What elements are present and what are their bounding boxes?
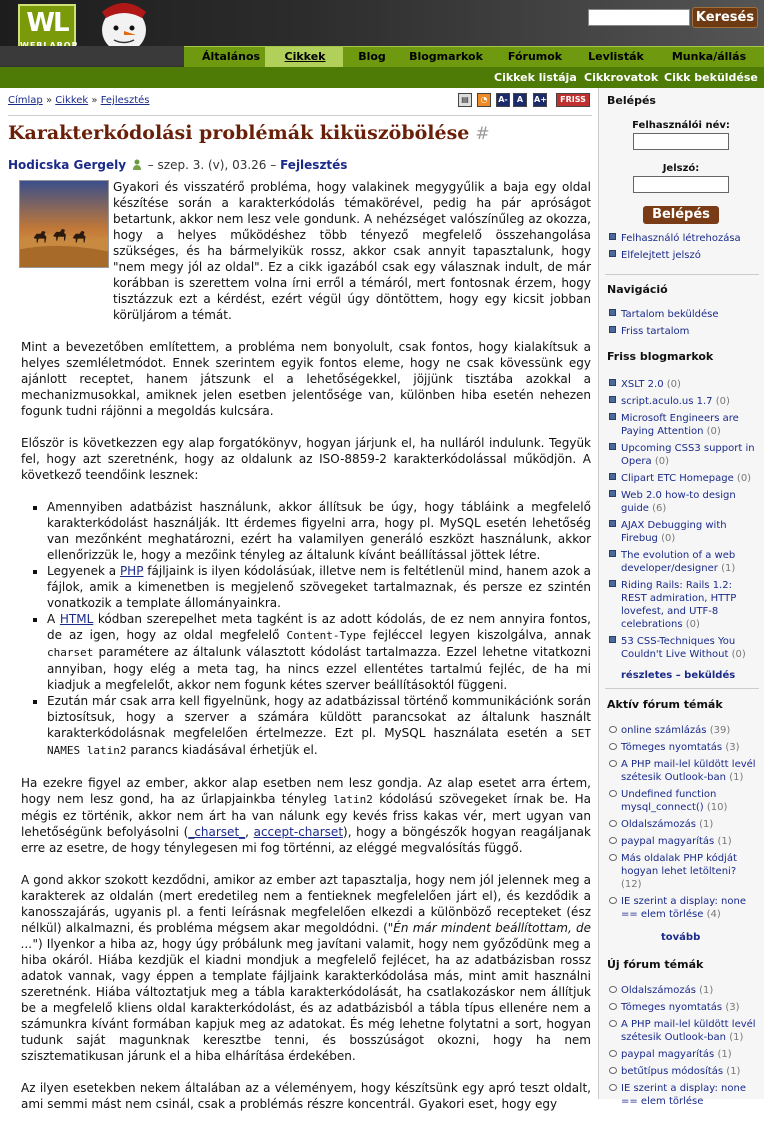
list-item[interactable] [609, 984, 759, 997]
author-link[interactable]: Hodicska Gergely [8, 158, 127, 172]
list-item-count: (0) [736, 473, 752, 484]
font-normal-button[interactable]: A [513, 93, 527, 107]
login-links [609, 232, 759, 266]
list-item[interactable] [609, 489, 759, 515]
list-item[interactable] [609, 788, 759, 814]
list-item[interactable] [609, 378, 759, 391]
bullet-icon [609, 580, 616, 587]
list-item-link[interactable]: AJAX Debugging with Firebug [621, 520, 727, 544]
list-item[interactable] [609, 472, 759, 485]
para-sep: , [245, 825, 249, 839]
list-item[interactable] [609, 1065, 759, 1078]
nav-item-blogmarkok[interactable]: Blogmarkok [409, 50, 483, 63]
bullet-icon [609, 550, 616, 557]
list-item-link[interactable]: Tömeges nyomtatás [621, 1002, 723, 1013]
breadcrumb-sep: » [91, 95, 98, 106]
list-item-count: (1) [721, 563, 736, 574]
list-item[interactable] [609, 442, 759, 468]
list-item-count: (39) [709, 725, 731, 736]
list-item[interactable] [609, 895, 759, 921]
list-item[interactable] [609, 1018, 759, 1044]
article-paragraph: Gyakori és visszatérő probléma, hogy valakinek megygyűlik a baja egy oldal készítése során a karakterkódolás témakörével, pedig ha pár apróságot betartunk, akkor nem lesz vele gondunk. A nehézséget valószínűleg az okozza, hogy a helyes működéshez több tényező megfelelő összehangolása szükséges, és ha bármelyikük rossz, akkor csak annyit tapasztalunk, hogy "nem megy jól az oldal". Ez a cikk igazából csak egy válasznak indult, de már korábban is szerettem volna írni erről a témáról, mert fontosnak érzem, hogy tisztázzuk ezt a kérdést, ezért végül úgy döntöttem, hogy egy kicsit jobban körüljárom a témát. [113, 180, 591, 322]
list-item-count: (0) [706, 426, 721, 437]
list-item-count: (1) [726, 1066, 741, 1077]
nav-links [609, 308, 759, 342]
new-forum-list [609, 984, 759, 1112]
list-text: A [47, 612, 56, 626]
list-text: Ezután már csak arra kell figyelnünk, hogy az adatbázissal történő kommunikációnk során biztosítsuk, hogy a szerver a számára küldött parancsokat az általunk használt karakterkódolásnak megfelelően értelmezze. Ezt pl. MySQL használata esetén a [47, 694, 591, 740]
bullet-icon [609, 233, 616, 240]
list-item-count: (0) [661, 533, 676, 544]
list-item[interactable] [609, 818, 759, 831]
list-text: fájljaink is ilyen kódolásúak, illetve nem is feltétlenül mind, hanem azok a fájlok, amik a kimenetben is megjelenő szövegeket tartalmaznak, és persze ez szintén vonatkozik a template állományainkra. [47, 564, 591, 610]
list-item[interactable] [609, 579, 759, 631]
speech-bubble-icon [609, 897, 617, 904]
list-item-count: (1) [717, 836, 732, 847]
bullet-icon [609, 520, 616, 527]
code-content-type: Content-Type [286, 629, 366, 642]
speech-bubble-icon [609, 743, 617, 750]
list-item[interactable] [609, 1082, 759, 1108]
password-field[interactable] [633, 176, 729, 193]
list-item[interactable] [609, 741, 759, 754]
article-paragraph [21, 872, 591, 1064]
list-item-link[interactable]: Web 2.0 how-to design guide [621, 490, 736, 514]
list-item-count: (1) [699, 985, 714, 996]
list-item-link[interactable]: script.aculo.us 1.7 [621, 396, 713, 407]
font-smaller-button[interactable]: A- [496, 93, 510, 107]
nav-item-levlistak[interactable]: Levlisták [588, 50, 644, 63]
nav-item-blog[interactable]: Blog [358, 50, 386, 63]
login-title: Belépés [607, 94, 656, 107]
list-item-count: (3) [725, 742, 740, 753]
list-text: fejléccel legyen kiszolgálva, annak [373, 628, 591, 642]
bullet-icon [609, 443, 616, 450]
category-link[interactable]: Fejlesztés [280, 158, 348, 172]
snowman-icon [84, 0, 164, 46]
speech-bubble-icon [609, 986, 617, 993]
list-item-count: (1) [729, 772, 744, 783]
speech-bubble-icon [609, 726, 617, 733]
user-icon [132, 159, 142, 170]
forgot-password-link[interactable]: Elfelejtett jelszó [621, 250, 701, 261]
article-title [8, 122, 490, 144]
speech-bubble-icon [609, 760, 617, 767]
speech-bubble-icon [609, 1020, 617, 1027]
speech-bubble-icon [609, 1084, 617, 1091]
list-item-count: (0) [715, 396, 730, 407]
list-item-link[interactable]: Upcoming CSS3 support in Opera [621, 443, 755, 467]
friss-button[interactable]: FRISS [556, 93, 590, 107]
bullet-icon [609, 309, 616, 316]
list-item-link[interactable]: paypal magyarítás [621, 836, 715, 847]
blogmarks-title: Friss blogmarkok [607, 350, 714, 363]
speech-bubble-icon [609, 1003, 617, 1010]
charset-link[interactable]: _charset_ [188, 825, 246, 839]
list-item-link[interactable]: Undefined function mysql_connect() [621, 789, 717, 813]
list-item-count: (0) [654, 456, 669, 467]
nav-item-forumok[interactable]: Fórumok [507, 50, 563, 63]
list-item[interactable] [609, 549, 759, 575]
bullet-icon [609, 490, 616, 497]
list-item-link[interactable]: Clipart ETC Homepage [621, 473, 734, 484]
code-set-names: SET NAMES latin2 [47, 727, 591, 757]
nav-item-cikkek[interactable]: Cikkek [284, 50, 326, 63]
breadcrumb-cikkek[interactable]: Cikkek [55, 95, 89, 106]
para-text: A gond akkor szokott kezdődni, amikor az ember azt tapasztalja, hogy nem jól jelennek meg a karakterek az oldalán (mert eredetileg nem a fentieknek megfelelően járt el), és kezdődik a kanosszajárás, ugyanis pl. a fenti leírásnak megfelelően elkezdi a különböző recepteket (ész nélkül) alkalmazni, és probléma mégsem akar megoldódni. ( [21, 873, 591, 935]
article-paragraph [21, 775, 591, 856]
list-item-link[interactable]: A PHP mail-lel küldött levél szétesik Outlook-ban [621, 1019, 756, 1043]
recent-content-link[interactable]: Friss tartalom [621, 326, 690, 337]
list-item-count: (4) [706, 909, 721, 920]
list-item[interactable] [609, 325, 759, 338]
para-text: Ha ezekre figyel az ember, akkor alap esetben nem lesz gondja. Az alap esetet arra értem, hogy nem lesz gond, ha az űrlapjainkba tényleg [21, 776, 591, 806]
sidebar [598, 88, 764, 1107]
list-item [47, 563, 591, 611]
forum-more-link[interactable]: tovább [661, 932, 701, 943]
accept-charset-link[interactable]: accept-charset [253, 825, 344, 839]
search-button[interactable]: Keresés [692, 7, 758, 28]
subnav-cikkrovatok[interactable]: Cikkrovatok [584, 71, 659, 84]
speech-bubble-icon [609, 1050, 617, 1057]
password-label: Jelszó: [662, 163, 700, 174]
forum-list [609, 724, 759, 925]
article-paragraph: Először is következzen egy alap forgatókönyv, hogyan járjunk el, ha nulláról indulunk. Tegyük fel, hogy azt szeretnénk, hogy az oldalunk az ISO-8859-2 karakterkódolással működjön. A következő teendőink lesznek: [21, 436, 591, 482]
list-item-link[interactable]: IE szerint a display: none == elem törlése [621, 896, 746, 920]
list-item: ▪ Amennyiben adatbázist használunk, akkor állítsuk be úgy, hogy tábláink a megfelelő karakterkódolást használják. Itt érdemes figyelni arra, hogy pl. MySQL esetén lehetőség van mezőnként meghatározni, ezért ha valamilyen generáló eszközt használunk, akkor ellenőrizzük le, hogy a mezőink tényleg az általunk kívánt beállítással jöttek létre. [47, 499, 591, 563]
php-link[interactable]: PHP [119, 564, 144, 578]
list-item [47, 693, 591, 759]
logo-mark: WL [26, 8, 68, 38]
bullet-icon [609, 636, 616, 643]
list-item-link[interactable]: betűtípus módosítás [621, 1066, 724, 1077]
submit-content-link[interactable]: Tartalom beküldése [621, 309, 719, 320]
list-item[interactable] [609, 724, 759, 737]
list-item-link[interactable]: online számlázás [621, 725, 707, 736]
speech-bubble-icon [609, 790, 617, 797]
speech-bubble-icon [609, 854, 617, 861]
list-item-link[interactable]: Oldalszámozás [621, 819, 696, 830]
font-larger-button[interactable]: A+ [533, 93, 547, 107]
list-item[interactable] [609, 635, 759, 661]
list-item-link[interactable]: paypal magyarítás [621, 1049, 715, 1060]
subnav-cikk-bekuldese[interactable]: Cikk beküldése [664, 71, 758, 84]
bullet-icon [609, 379, 616, 386]
list-item[interactable] [609, 758, 759, 784]
article-paragraph: Mint a bevezetőben említettem, a probléma nem bonyolult, csak fontos, hogy kialakítsuk a helyes szemléletmódot. Ennek szerintem egyik fontos eleme, hogy ne csak kövessünk egy ajánlott receptet, hanem játszunk el a lehetőségekkel, jöjjünk tisztába azokkal a mechanizmusokkal, amiknek jelen esetben jelentősége van, különben hiba esetén nehezen fogunk tudni rájönni a megoldás kulcsára. [21, 340, 591, 418]
list-item-link[interactable]: A PHP mail-lel küldött levél szétesik Outlook-ban [621, 759, 756, 783]
print-icon[interactable]: ▤ [458, 93, 472, 107]
list-item [47, 611, 591, 693]
login-button[interactable]: Belépés [643, 206, 719, 224]
list-item-count: (1) [729, 1032, 744, 1043]
divider [605, 274, 759, 275]
list-item-link[interactable]: Más oldalak PHP kódját hogyan lehet letölteni? [621, 853, 737, 877]
speech-bubble-icon [609, 820, 617, 827]
list-text: parancs kiadásával érhetjük el. [130, 743, 318, 757]
list-item-link[interactable]: XSLT 2.0 [621, 379, 664, 390]
list-item-count: (0) [685, 619, 700, 630]
para-text: kódolású szövegeket írnak be. Ha mégis ez történik, akkor nem árt ha van nálunk egy kevés friss kakas vér, mert ugyan van lehetőségünk befolyásolni ( [21, 792, 591, 839]
list-item[interactable] [609, 249, 759, 262]
list-text: kódban szerepelhet meta tagként is az adott kódolás, de ez nem annyira fontos, de az igen, hogy az oldal megfelelő [47, 612, 591, 642]
para-quote: "Én már mindent beállítottam, de ..." [21, 921, 592, 951]
list-item-count: (1) [699, 819, 714, 830]
bullet-icon [609, 413, 616, 420]
list-item-link[interactable]: Microsoft Engineers are Paying Attention [621, 413, 739, 437]
username-label: Felhasználói név: [632, 120, 730, 131]
divider [605, 688, 759, 689]
article-paragraph: Az ilyen esetekben nekem általában az a véleményem, hogy készítsünk egy apró teszt oldalt, ami semmi mást nem csinál, csak a problémás részre koncentrál. Gyakori eset, hogy egy [21, 1081, 591, 1111]
list-item[interactable] [609, 412, 759, 438]
para-text: ) Ilyenkor a hiba az, hogy úgy próbálunk meg javítani valamit, hogy nem győződünk meg a hiba okáról. Hiába kezdjük el kiadni mondjuk a megfelelő fejlécet, ha az adatbázisban rossz adatok vannak, vagy éppen a template fájljaink karakterkódolása más, mint amit használni szeretnénk. Hiába változtatjuk meg a tábla karakterkódolását, ha csatlakozáskor nem állítjuk be a megfelelő kliens oldal karakterkódolást, és az adatbázisból a tábla típus ellenére nem a számunkra kívánt formában kapjuk meg az adatokat. És még lehetne folytatni a sort, hogyan tudunk saját magunknak keresztbe tenni, és bosszúságot okozni, hogy ha nem szisztematikusan járunk el a hiba elhárítása érdekében. [21, 937, 591, 1063]
bullet-icon [609, 250, 616, 257]
breadcrumb-home[interactable]: Címlap [8, 95, 43, 106]
nav-item-altalanos[interactable]: Általános [201, 50, 261, 63]
bullet-icon [609, 326, 616, 333]
bullet-icon [609, 396, 616, 403]
username-field[interactable] [633, 133, 729, 150]
para-text: ), hogy a böngészők hogyan reagáljanak erre az esetre, de hogy ténylegesen mi fog történni, az eléggé megvalósítás függő. [21, 825, 591, 855]
list-item[interactable] [609, 1001, 759, 1014]
article-body [21, 179, 591, 1128]
list-item[interactable] [609, 852, 759, 891]
list-item-count: (0) [731, 649, 746, 660]
list-item-count: (10) [706, 802, 728, 813]
search-input[interactable] [588, 9, 690, 26]
list-text: Legyenek a [47, 564, 117, 578]
blogmarks-list [609, 378, 759, 665]
breadcrumb-fejlesztes[interactable]: Fejlesztés [100, 95, 150, 106]
article-meta [8, 158, 347, 172]
list-item[interactable] [609, 308, 759, 321]
list-item-link[interactable]: Riding Rails: Rails 1.2: REST admiration, HTTP lovefest, and UTF-8 celebrations [621, 580, 737, 630]
rss-icon[interactable]: ◔ [477, 93, 491, 107]
list-item-count: (12) [621, 879, 642, 890]
list-item[interactable] [609, 835, 759, 848]
main-content [0, 88, 598, 1111]
list-item-link[interactable]: The evolution of a web developer/designer [621, 550, 736, 574]
code-latin2: latin2 [333, 793, 373, 806]
nav-item-munka-allas[interactable]: Munka/állás [671, 50, 747, 63]
article-title-text: Karakterkódolási problémák kiküszöbölése [8, 122, 470, 144]
breadcrumb-sep: » [45, 95, 53, 106]
breadcrumb [8, 95, 150, 106]
list-item[interactable] [609, 1048, 759, 1061]
list-item-link[interactable]: IE szerint a display: none == elem törlése [621, 1083, 746, 1107]
subnav-cikkek-listaja[interactable]: Cikkek listája [494, 71, 577, 84]
list-item[interactable] [609, 519, 759, 545]
blogmarks-more-link[interactable]: részletes – beküldés [621, 670, 736, 681]
list-item-count: (0) [666, 379, 681, 390]
list-item-link[interactable]: 53 CSS-Techniques You Couldn't Live Without [621, 636, 736, 660]
list-item-link[interactable]: Tömeges nyomtatás [621, 742, 723, 753]
divider [8, 115, 592, 116]
bullet-icon [609, 473, 616, 480]
nav-title: Navigáció [607, 283, 668, 296]
code-charset: charset [47, 646, 94, 659]
list-item[interactable] [609, 395, 759, 408]
list-text: paramétere az általunk választott kódolást tartalmazza. Ezzel lehetne vitatkozni annyiban, hogy elég a meta tag, ha nincs ezzel ellentétes tartalmú fejléc, de ha mi kiadjuk a megfelelőt, akkor nem fogunk kétes szerver beállításoktól függeni. [47, 645, 591, 692]
list-item-count: (1) [717, 1049, 732, 1060]
new-forum-title: Új fórum témák [607, 958, 704, 971]
html-link[interactable]: HTML [59, 612, 94, 626]
speech-bubble-icon [609, 837, 617, 844]
list-item-count: (3) [725, 1002, 740, 1013]
list-item-link[interactable]: Oldalszámozás [621, 985, 696, 996]
register-link[interactable]: Felhasználó létrehozása [621, 233, 741, 244]
list-item-count: (6) [652, 503, 667, 514]
todo-list [21, 499, 591, 759]
forum-title: Aktív fórum témák [607, 698, 723, 711]
speech-bubble-icon [609, 1067, 617, 1074]
list-item[interactable] [609, 232, 759, 245]
article-date: – szep. 3. (v), 03.26 – [147, 158, 277, 172]
permalink-hash[interactable]: # [475, 124, 490, 144]
